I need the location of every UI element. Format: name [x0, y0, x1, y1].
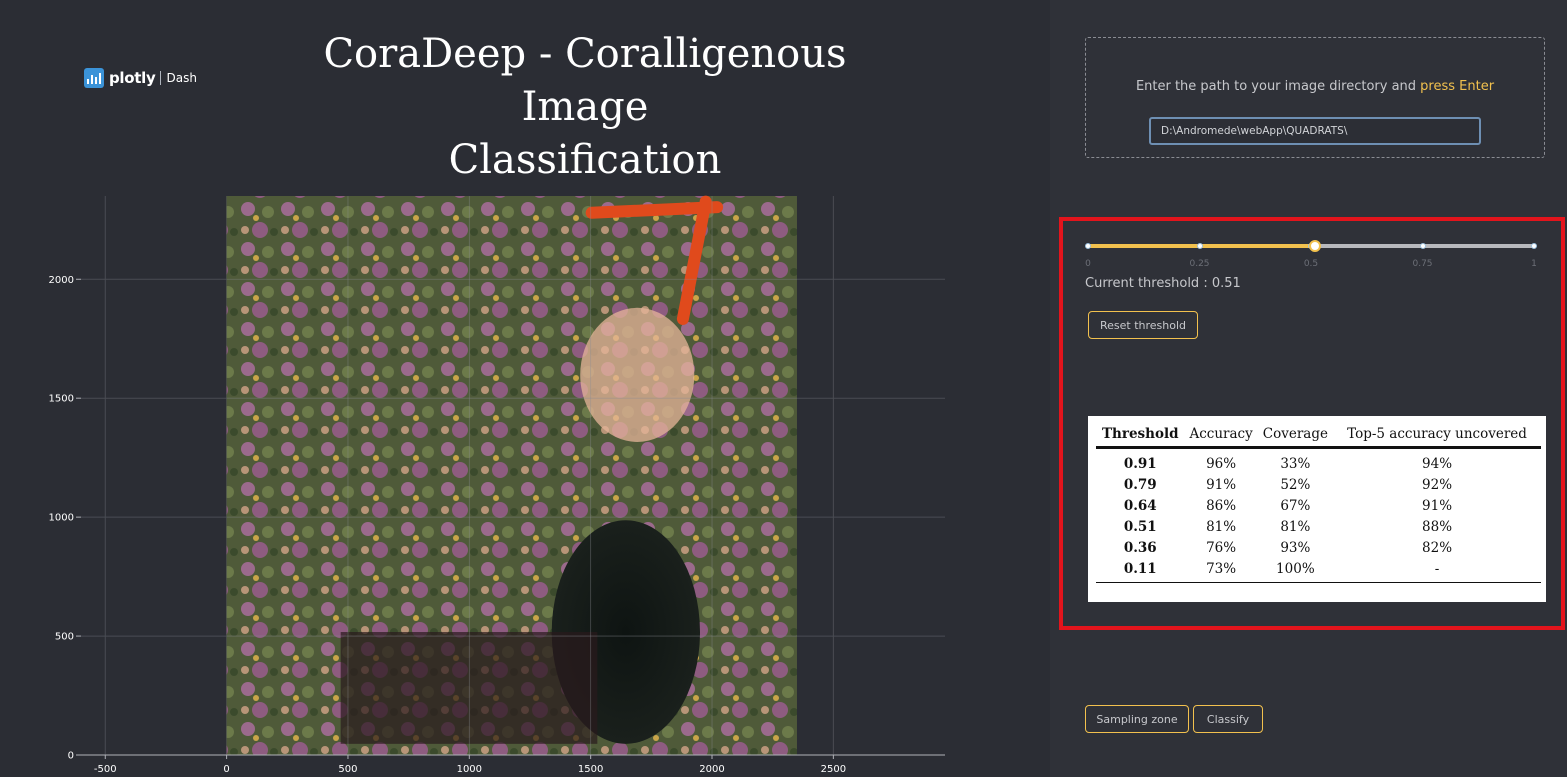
current-threshold-label: Current threshold : 0.51 — [1085, 276, 1241, 291]
sampling-zone-button[interactable]: Sampling zone — [1085, 705, 1189, 733]
table-cell: 33% — [1280, 456, 1311, 472]
slider-mark-dot[interactable] — [1085, 243, 1091, 249]
table-row — [1096, 538, 1541, 559]
table-cell: 52% — [1280, 477, 1311, 493]
table-header-cell: Top-5 accuracy uncovered — [1333, 424, 1541, 448]
results-table-image — [1088, 416, 1546, 602]
table-cell: 81% — [1280, 519, 1311, 535]
title-line-1: CoraDeep - Coralligenous Image — [323, 31, 847, 130]
x-tick-label: 2500 — [820, 764, 847, 775]
path-panel — [1085, 37, 1545, 158]
table-row — [1096, 475, 1541, 496]
table-cell: 81% — [1206, 519, 1237, 535]
table-cell: 96% — [1206, 456, 1237, 472]
table-header-cell: Threshold — [1096, 424, 1185, 448]
slider-mark-dot[interactable] — [1531, 243, 1537, 249]
table-cell: 0.11 — [1096, 559, 1185, 583]
y-tick-label: 500 — [54, 631, 74, 643]
x-tick-label: 500 — [338, 764, 358, 775]
x-tick-label: 1500 — [577, 764, 604, 775]
slider-mark-label[interactable]: 0 — [1085, 259, 1091, 269]
classify-button[interactable]: Classify — [1193, 705, 1263, 733]
table-cell: 67% — [1280, 498, 1311, 514]
logo-word: plotly — [109, 69, 156, 87]
slider-mark-dot[interactable] — [1197, 243, 1203, 249]
results-table-header — [1096, 424, 1541, 448]
results-table — [1096, 424, 1541, 583]
table-row — [1096, 496, 1541, 517]
coral-image-pink-patch — [580, 308, 694, 442]
table-row — [1096, 517, 1541, 538]
slider-mark-label[interactable]: 0.25 — [1189, 259, 1210, 269]
table-cell: 0.36 — [1123, 540, 1157, 556]
table-cell: 88% — [1422, 519, 1453, 535]
x-tick-label: 2000 — [699, 764, 725, 775]
y-tick-label: 2000 — [48, 274, 74, 286]
y-axis — [49, 275, 81, 762]
table-cell: 0.51 — [1123, 519, 1157, 535]
table-cell: - — [1333, 559, 1541, 583]
table-cell: 73% — [1185, 559, 1258, 583]
table-cell: 0.79 — [1123, 477, 1157, 493]
table-cell: 93% — [1280, 540, 1311, 556]
table-cell: 91% — [1422, 498, 1453, 514]
x-tick-label: -500 — [93, 764, 117, 775]
image-directory-input[interactable] — [1149, 117, 1481, 145]
y-tick-label: 1500 — [48, 393, 74, 405]
title-line-2: Classification — [448, 137, 722, 183]
slider-mark-label[interactable]: 1 — [1531, 259, 1537, 269]
coral-image — [227, 196, 797, 755]
table-cell: 94% — [1422, 456, 1453, 472]
table-row — [1096, 448, 1541, 476]
x-tick-label: 0 — [223, 764, 230, 775]
slider-mark-dot[interactable] — [1420, 243, 1426, 249]
x-axis — [81, 755, 945, 775]
x-tick-label: 1000 — [456, 764, 483, 775]
path-prompt-highlight: press Enter — [1420, 79, 1495, 94]
y-tick-label: 0 — [67, 750, 74, 762]
y-tick-label: 1000 — [48, 512, 74, 524]
table-cell: 86% — [1206, 498, 1237, 514]
path-prompt-text: Enter the path to your image directory and — [1135, 79, 1421, 94]
table-cell: 82% — [1422, 540, 1453, 556]
table-cell: 0.64 — [1123, 498, 1157, 514]
table-header-cell: Coverage — [1258, 424, 1333, 448]
logo-product: Dash — [166, 71, 197, 85]
table-header-cell: Accuracy — [1185, 424, 1258, 448]
reset-threshold-button[interactable]: Reset threshold — [1088, 311, 1198, 339]
table-cell: 100% — [1258, 559, 1333, 583]
slider-mark-label[interactable]: 0.75 — [1412, 259, 1433, 269]
table-cell: 0.91 — [1123, 456, 1157, 472]
table-row — [1096, 559, 1541, 583]
table-cell: 76% — [1206, 540, 1237, 556]
slider-mark-label[interactable]: 0.5 — [1303, 259, 1319, 269]
path-prompt — [1086, 79, 1544, 94]
table-cell: 92% — [1422, 477, 1453, 493]
threshold-slider[interactable] — [1085, 242, 1537, 269]
table-cell: 91% — [1206, 477, 1237, 493]
